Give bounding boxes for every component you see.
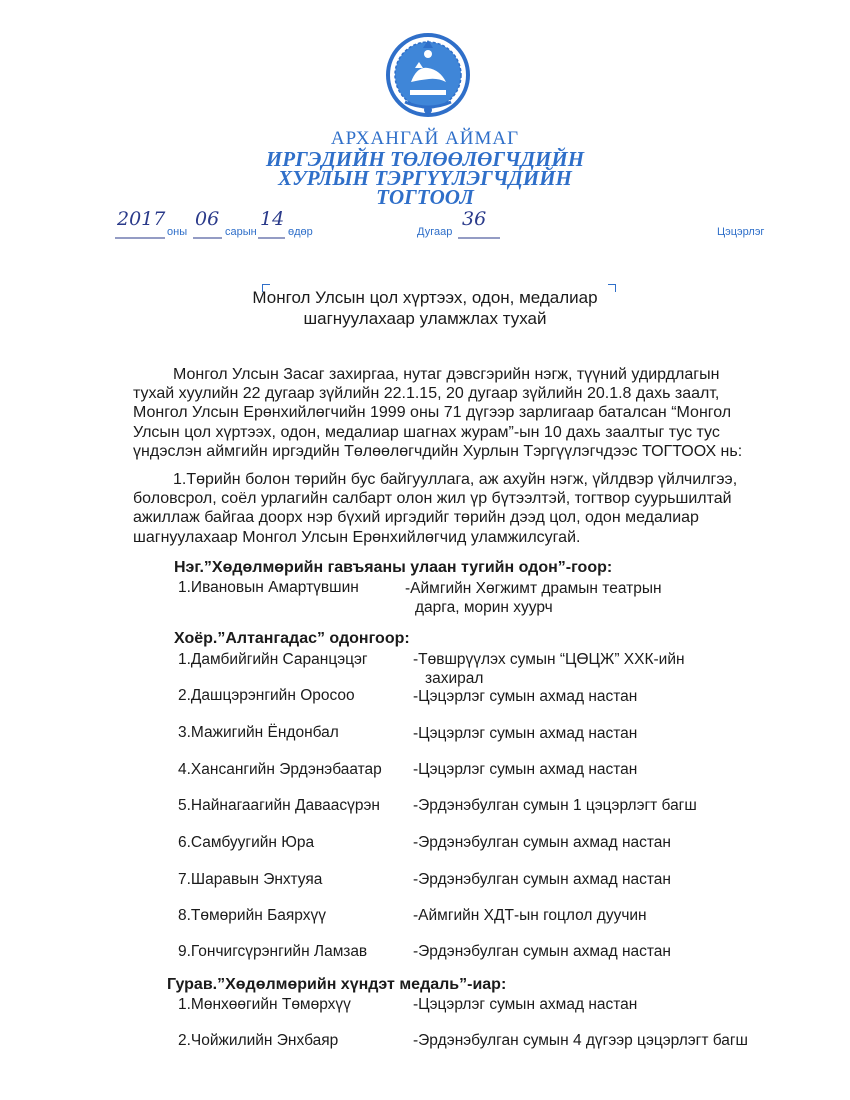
- intro-line: Монгол Улсын Ерөнхийлөгчийн 1999 оны 71 дүгээр зарлигаар баталсан “Монгол: [133, 404, 732, 422]
- position-line: -Аймгийн Хөгжимт драмын театрын: [405, 580, 662, 597]
- award-name: 1.Ивановын Амартүвшин: [178, 579, 359, 596]
- award-name: 1.Дамбийгийн Саранцэцэг: [178, 651, 368, 668]
- subject-line-2: шагнуулахаар уламжлах тухай: [303, 309, 547, 328]
- header-presidium: ХУРЛЫН ТЭРГҮҮЛЭГЧДИЙН: [278, 166, 572, 190]
- award-position: [413, 650, 685, 688]
- award-position: -Эрдэнэбулган сумын ахмад настан: [413, 943, 671, 960]
- award-name: 8.Төмөрийн Баярхүү: [178, 907, 326, 924]
- award-name: 6.Самбуугийн Юра: [178, 834, 315, 851]
- month-suffix: сарын: [225, 226, 257, 238]
- award-position: -Аймгийн ХДТ-ын гоцлол дуучин: [413, 907, 647, 924]
- intro-line: тухай хуулийн 22 дугаар зүйлийн 22.1.15, 20 дугаар зүйлийн 20.1.8 дахь заалт,: [133, 385, 720, 403]
- number-label: Дугаар: [417, 226, 453, 238]
- intro-line: Улсын цол хүртээх, одон, медалиар шагнах журам”-ын 10 дахь заалтыг тус тус: [133, 423, 720, 441]
- position-line: захирал: [425, 670, 484, 687]
- handwritten-number: 36: [462, 208, 487, 230]
- award-name: 4.Хансангийн Эрдэнэбаатар: [178, 761, 382, 778]
- award-position: -Цэцэрлэг сумын ахмад настан: [413, 725, 638, 742]
- year-suffix: оны: [167, 226, 188, 238]
- award-position: -Эрдэнэбулган сумын ахмад настан: [413, 834, 671, 851]
- place-name: Цэцэрлэг: [717, 226, 765, 238]
- section-title: Нэг.”Хөдөлмөрийн гавъяаны улаан тугийн одон”-гоор:: [174, 559, 613, 576]
- award-name: 1.Мөнхөөгийн Төмөрхүү: [178, 996, 351, 1013]
- section-title: Гурав.”Хөдөлмөрийн хүндэт медаль”-иар:: [167, 976, 507, 993]
- clause-line: ажиллаж байгаа доорх нэр бүхий иргэдийг төрийн дээд цол, одон медалиар: [133, 509, 699, 527]
- day-suffix: өдөр: [288, 226, 313, 238]
- position-line: -Төвшрүүлэх сумын “ЦӨЦЖ” ХХК-ийн: [413, 651, 685, 668]
- award-position: -Цэцэрлэг сумын ахмад настан: [413, 996, 638, 1013]
- clause-line: шагнуулахаар Монгол Улсын Ерөнхийлөгчид уламжилсугай.: [133, 528, 581, 546]
- intro-paragraph: [133, 365, 763, 461]
- award-position: -Эрдэнэбулган сумын 4 дүгээр цэцэрлэгт багш: [413, 1032, 748, 1049]
- handwritten-month: 06: [195, 208, 220, 230]
- clause-line: 1.Төрийн болон төрийн бус байгууллага, аж ахуйн нэгж, үйлдвэр үйлчилгээ,: [173, 471, 738, 488]
- header-resolution: ТОГТООЛ: [376, 185, 474, 209]
- subject-title: [0, 287, 850, 329]
- handwritten-year: 2017: [117, 208, 166, 230]
- award-name: 9.Гончигсүрэнгийн Ламзав: [178, 943, 368, 960]
- award-name: 2.Дашцэрэнгийн Оросоо: [178, 687, 355, 704]
- award-name: 7.Шаравын Энхтуяа: [178, 871, 323, 888]
- award-position: -Эрдэнэбулган сумын ахмад настан: [413, 871, 671, 888]
- intro-line: Монгол Улсын Засаг захиргаа, нутаг дэвсгэрийн нэгж, түүний удирдлагын: [173, 366, 720, 383]
- subject-line-1: Монгол Улсын цол хүртээх, одон, медалиар: [252, 288, 598, 307]
- state-emblem-icon: [385, 30, 471, 120]
- date-line: [0, 208, 850, 244]
- handwritten-day: 14: [260, 208, 285, 230]
- award-name: 5.Найнагаагийн Даваасүрэн: [178, 797, 380, 814]
- date-underlines: [0, 214, 850, 244]
- award-name: 3.Мажигийн Ёндонбал: [178, 724, 339, 741]
- award-position: -Цэцэрлэг сумын ахмад настан: [413, 761, 638, 778]
- clause-line: боловсрол, соёл урлагийн салбарт олон жил үр бүтээлтэй, тогтвор суурьшилтай: [133, 490, 732, 508]
- award-position: [405, 579, 662, 617]
- clause-1-paragraph: [133, 470, 763, 547]
- position-line: дарга, морин хуурч: [415, 599, 553, 616]
- intro-line: үндэслэн аймгийн иргэдийн Төлөөлөгчдийн Хурлын Тэргүүлэгчдээс ТОГТООХ нь:: [133, 442, 743, 460]
- header-aimag: АРХАНГАЙ АЙМАГ: [330, 128, 520, 149]
- header-council: ИРГЭДИЙН ТӨЛӨӨЛӨГЧДИЙН: [265, 147, 585, 171]
- award-position: -Эрдэнэбулган сумын 1 цэцэрлэгт багш: [413, 797, 697, 814]
- award-position: -Цэцэрлэг сумын ахмад настан: [413, 688, 638, 705]
- award-name: 2.Чойжилийн Энхбаяр: [178, 1032, 339, 1049]
- section-title: Хоёр.”Алтангадас” одонгоор:: [174, 630, 410, 647]
